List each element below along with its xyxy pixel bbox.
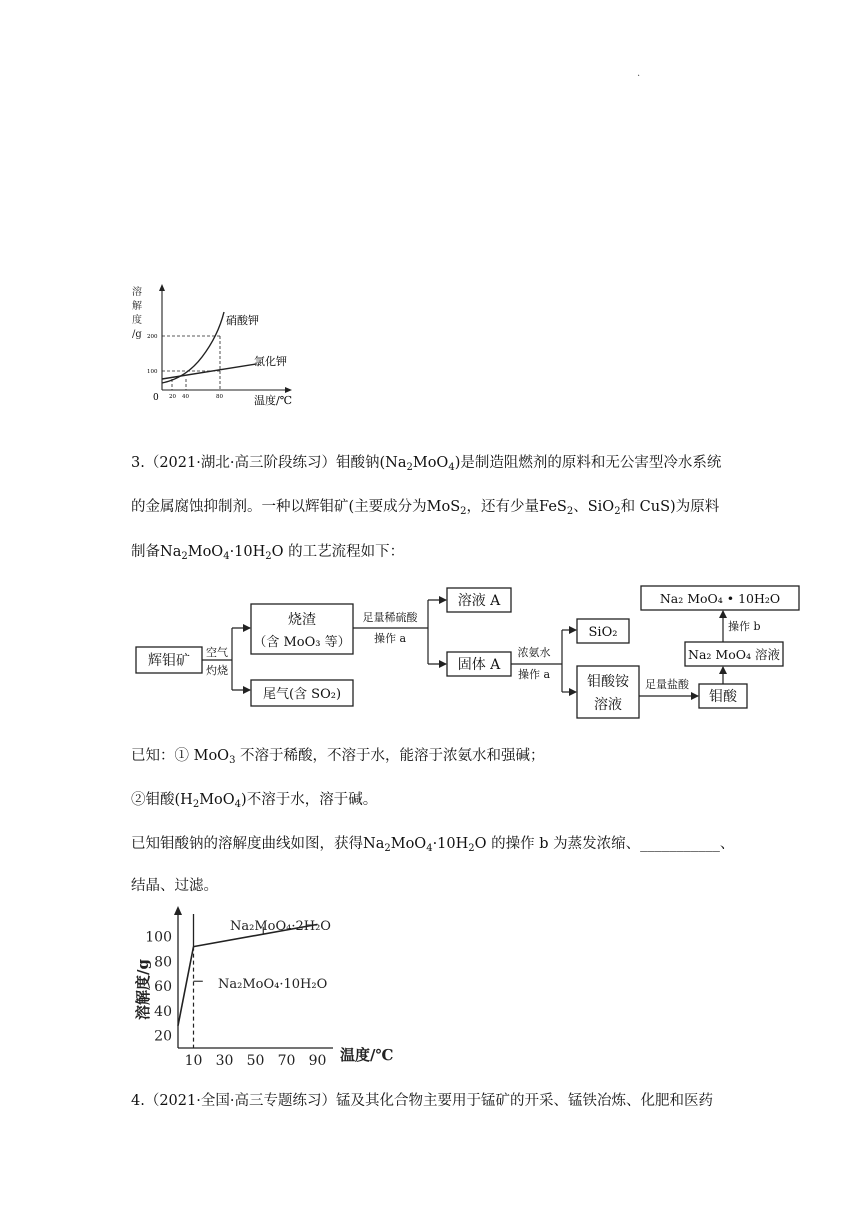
step2-bottom: 操作 a xyxy=(373,632,407,645)
na-ytick-80: 80 xyxy=(154,954,172,971)
na-ylabel: 溶解度/g xyxy=(134,959,152,1020)
tailgas-text: 尾气(含 SO₂) xyxy=(262,687,342,702)
na2moo4-solubility-chart xyxy=(128,902,418,1078)
na-lower-label: Na₂MoO₄·10H₂O xyxy=(218,977,328,992)
residue-line-2: （含 MoO₃ 等） xyxy=(253,635,351,650)
sio2-text: SiO₂ xyxy=(588,625,618,640)
ylabel-char-3: 度 xyxy=(132,315,142,326)
na-xtick-50: 50 xyxy=(246,1053,265,1069)
na-xtick-70: 70 xyxy=(277,1053,296,1069)
na-xlabel: 温度/℃ xyxy=(340,1046,394,1064)
kno3-curve xyxy=(162,312,224,383)
step4-text: 足量盐酸 xyxy=(645,678,689,691)
origin-label: 0 xyxy=(153,393,159,403)
kno3-kcl-solubility-chart xyxy=(126,282,296,408)
kcl-label: 氯化钾 xyxy=(254,355,287,368)
na-solution-text: Na₂ MoO₄ 溶液 xyxy=(688,647,780,662)
known-3: 已知钼酸钠的溶解度曲线如图，获得$Na_2MoO_4\cdot 10H_2O$ 的操作 b 为蒸发浓缩、___________、 xyxy=(131,836,735,854)
ylabel-char-2: 解 xyxy=(132,301,142,312)
step1-top: 空气 xyxy=(206,646,228,659)
tick-40: 40 xyxy=(182,394,189,400)
na-xtick-90: 90 xyxy=(308,1053,327,1069)
q3-line-1: 3.（2021·湖北·高三阶段练习）钼酸钠$(Na_2MoO_4)$是制造阻燃剂的原料和无公害型冷水系统 xyxy=(131,455,722,473)
q3-line-2: 的金属腐蚀抑制剂。一种以辉钼矿(主要成分为MoS$_2$，还有少量FeS$_2$、SiO$_2$和 CuS)为原料 xyxy=(131,499,720,517)
molybdic-text: 钼酸 xyxy=(709,689,737,705)
na-ytick-20: 20 xyxy=(154,1028,172,1045)
kcl-line xyxy=(162,364,256,379)
step1-bottom: 灼烧 xyxy=(206,664,228,677)
tick-100: 100 xyxy=(147,369,158,375)
step-b-text: 操作 b xyxy=(728,620,761,633)
tick-80: 80 xyxy=(216,394,223,400)
y-axis-arrow xyxy=(159,284,165,291)
na-ytick-100: 100 xyxy=(145,929,172,946)
page-dot: . xyxy=(637,68,641,79)
residue-line-1: 烧渣 xyxy=(288,612,316,628)
process-flowchart xyxy=(130,582,810,722)
ylabel-char-4: /g xyxy=(132,329,142,340)
na-xtick-10: 10 xyxy=(184,1053,203,1069)
step3-bottom: 操作 a xyxy=(517,668,551,681)
q4-line-1: 4.（2021·全国·高三专题练习）锰及其化合物主要用于锰矿的开采、锰铁冶炼、化肥和医药 xyxy=(131,1093,713,1109)
kno3-label: 硝酸钾 xyxy=(226,314,259,327)
ammonium-line-1: 钼酸铵 xyxy=(587,674,629,690)
step3-top: 浓氨水 xyxy=(517,646,551,659)
na-upper-label: Na₂MoO₄·2H₂O xyxy=(230,919,331,934)
known-4: 结晶、过滤。 xyxy=(131,878,218,894)
step2-top: 足量稀硫酸 xyxy=(362,611,418,624)
na-xtick-30: 30 xyxy=(215,1053,234,1069)
na-ytick-40: 40 xyxy=(154,1003,172,1020)
known-2: ②钼酸$(H_2MoO_4)$不溶于水，溶于碱。 xyxy=(131,792,378,810)
tick-200: 200 xyxy=(147,334,158,340)
ylabel-char-1: 溶 xyxy=(132,287,142,298)
q3-line-3: 制备$Na_2MoO_4\cdot 10H_2O$ 的工艺流程如下： xyxy=(131,544,405,562)
xlabel: 温度/℃ xyxy=(254,394,293,407)
na-series-decahydrate xyxy=(178,947,194,1026)
na-ytick-60: 60 xyxy=(154,979,172,996)
solution-a-text: 溶液 A xyxy=(457,593,501,609)
ammonium-line-2: 溶液 xyxy=(594,697,622,713)
known-1: 已知：① MoO$_3$ 不溶于稀酸，不溶于水，能溶于浓氨水和强碱； xyxy=(131,748,545,766)
x-axis-arrow xyxy=(285,387,292,393)
tick-20: 20 xyxy=(169,394,176,400)
solid-a-text: 固体 A xyxy=(457,657,501,673)
ore-text: 辉钼矿 xyxy=(148,653,190,669)
na-y-axis-arrow xyxy=(174,906,182,915)
product-text: Na₂ MoO₄ • 10H₂O xyxy=(659,591,781,606)
